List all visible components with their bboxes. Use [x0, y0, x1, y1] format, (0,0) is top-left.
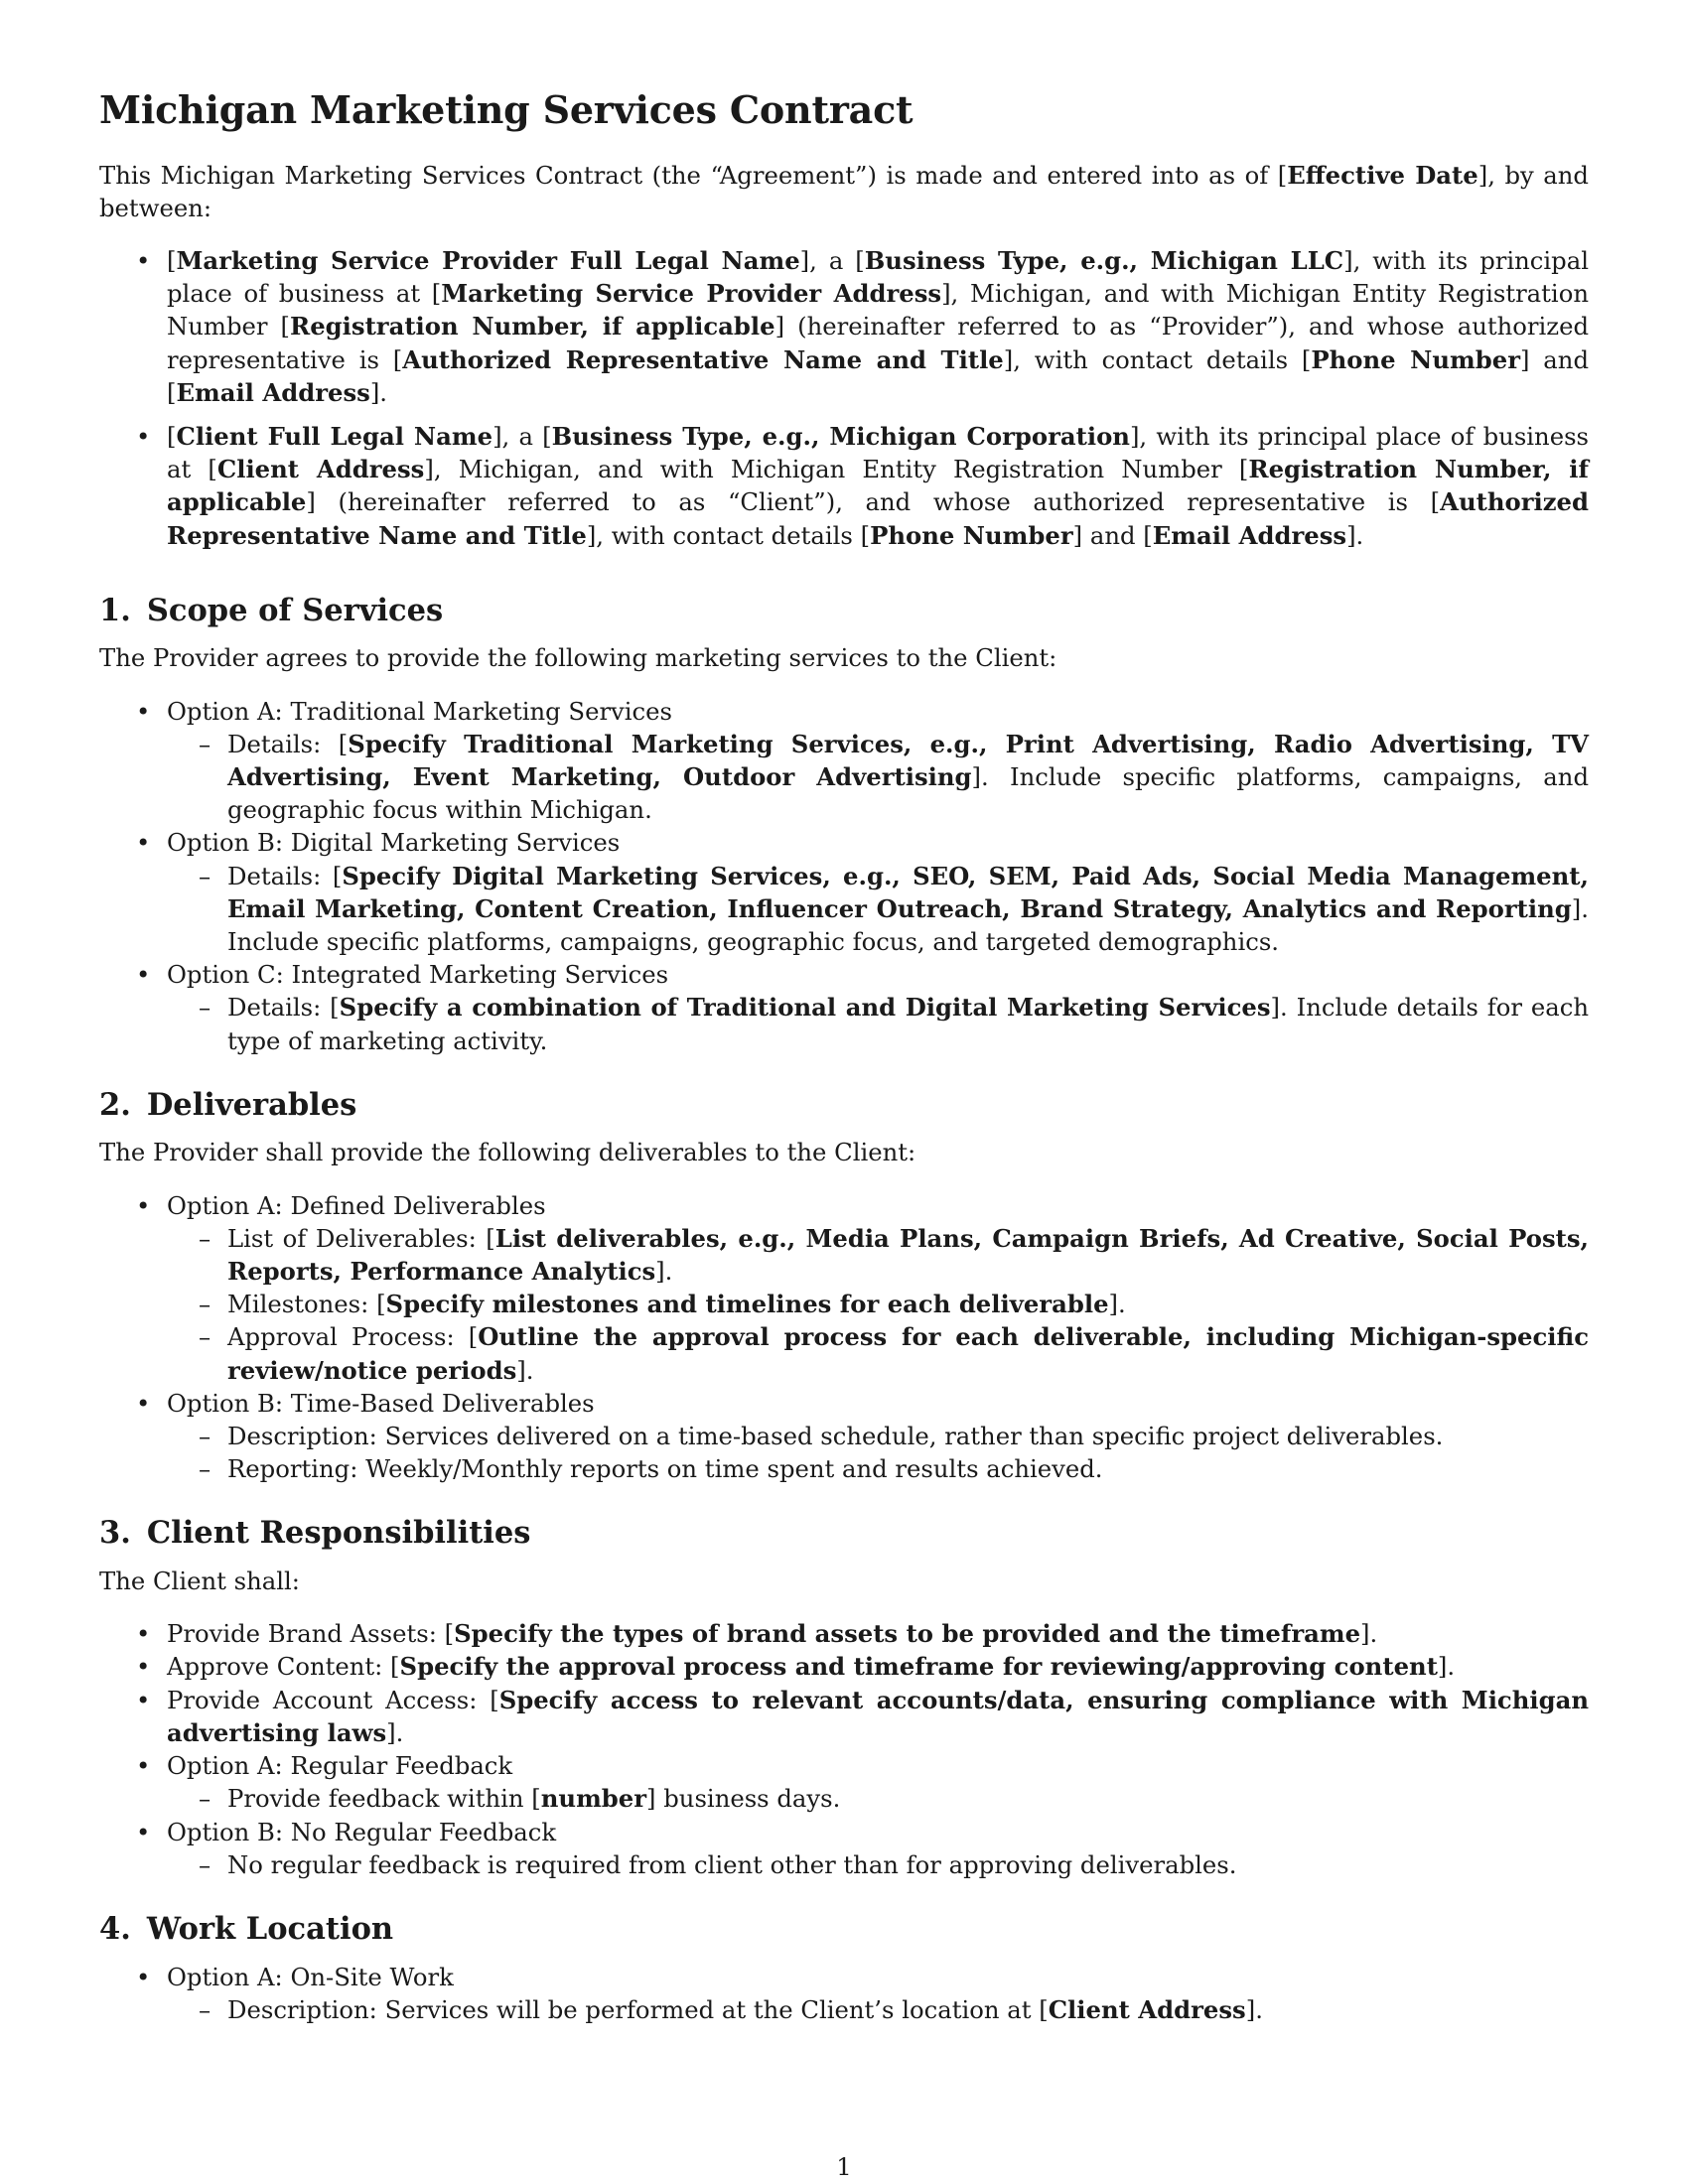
- section-intro: The Provider agrees to provide the following marketing services to the Client:: [99, 643, 1057, 673]
- list-item: • Provide Account Access: [Specify access to relevant accounts/data, ensuring compliance with Michigan advertising laws].: [99, 1684, 1589, 1749]
- list-item: – Details: [Specify Digital Marketing Services, e.g., SEO, SEM, Paid Ads, Social Media Management, Email Marketing, Content Creation, Influencer Outreach, Brand Strategy, Analytics and Reporting]. Include specific platforms, campaigns, geographic focus, and targeted demographics.: [167, 860, 1589, 959]
- document-page: [99, 87, 1589, 2026]
- client-party: • [Client Full Legal Name], a [Business Type, e.g., Michigan Corporation], with its principal place of business at [Client Address], Michigan, and with Michigan Entity Registration Number [Registration Number, if applicable] (hereinafter referred to as “Client”), and whose authorized representative is [Authorized Representative Name and Title], with contact details [Phone Number] and [Email Address].: [99, 420, 1589, 552]
- section-intro: The Client shall:: [99, 1567, 300, 1596]
- effective-date-placeholder: Effective Date: [1287, 160, 1478, 190]
- list-item: – Description: Services will be performed at the Client’s location at [Client Address].: [167, 1993, 1589, 2026]
- list-item: • Provide Brand Assets: [Specify the types of brand assets to be provided and the timeframe].: [99, 1617, 1589, 1650]
- section-intro: The Provider shall provide the following deliverables to the Client:: [99, 1138, 916, 1167]
- list-item: – Details: [Specify Traditional Marketing Services, e.g., Print Advertising, Radio Advertising, TV Advertising, Event Marketing, Outdoor Advertising]. Include specific platforms, campaigns, and geographic focus within Michigan.: [167, 728, 1589, 827]
- section-heading-work-location: 4. Work Location: [99, 1910, 394, 1947]
- list-item: – No regular feedback is required from client other than for approving deliverables.: [167, 1848, 1589, 1881]
- section-heading-scope: 1. Scope of Services: [99, 592, 444, 628]
- list-item: – List of Deliverables: [List deliverables, e.g., Media Plans, Campaign Briefs, Ad Creative, Social Posts, Reports, Performance Analytics].: [167, 1222, 1589, 1288]
- list-item: • Option B: Time-Based Deliverables – Description: Services delivered on a time-based schedule, rather than specific project deliverables. – Reporting: Weekly/Monthly reports on time spent and results achieved.: [99, 1387, 1589, 1486]
- work-location-list: [99, 1961, 1589, 2026]
- scope-options-list: [99, 695, 1589, 1057]
- client-responsibilities-list: [99, 1617, 1589, 1881]
- provider-party: • [Marketing Service Provider Full Legal Name], a [Business Type, e.g., Michigan LLC], with its principal place of business at [Marketing Service Provider Address], Michigan, and with Michigan Entity Registration Number [Registration Number, if applicable] (hereinafter referred to as “Provider”), and whose authorized representative is [Authorized Representative Name and Title], with contact details [Phone Number] and [Email Address].: [99, 244, 1589, 409]
- list-item: – Milestones: [Specify milestones and timelines for each deliverable].: [167, 1288, 1589, 1320]
- deliverables-list: [99, 1189, 1589, 1486]
- section-heading-deliverables: 2. Deliverables: [99, 1086, 357, 1123]
- list-item: • Option A: On-Site Work – Description: Services will be performed at the Client’s location at [Client Address].: [99, 1961, 1589, 2026]
- list-item: • Option B: No Regular Feedback – No regular feedback is required from client other than for approving deliverables.: [99, 1816, 1589, 1881]
- list-item: • Option C: Integrated Marketing Services – Details: [Specify a combination of Traditional and Digital Marketing Services]. Include details for each type of marketing activity.: [99, 958, 1589, 1057]
- intro-paragraph: This Michigan Marketing Services Contract (the “Agreement”) is made and entered into as of [Effective Date], by and between:: [99, 160, 1589, 222]
- page-number: 1: [836, 2152, 852, 2181]
- list-item: • Option A: Regular Feedback – Provide feedback within [number] business days.: [99, 1749, 1589, 1815]
- parties-list: [99, 244, 1589, 552]
- list-item: – Details: [Specify a combination of Traditional and Digital Marketing Services]. Include details for each type of marketing activity.: [167, 991, 1589, 1056]
- section-heading-client-responsibilities: 3. Client Responsibilities: [99, 1515, 531, 1552]
- list-item: • Approve Content: [Specify the approval process and timeframe for reviewing/approving content].: [99, 1650, 1589, 1683]
- list-item: – Provide feedback within [number] business days.: [167, 1782, 1589, 1815]
- list-item: • Option A: Defined Deliverables – List of Deliverables: [List deliverables, e.g., Media Plans, Campaign Briefs, Ad Creative, Social Posts, Reports, Performance Analytics]. – Milestones: [Specify milestones and timelines for each deliverable]. – Approval Process: [Outline the approval process for each deliverable, including Michigan-specific review/notice periods].: [99, 1189, 1589, 1387]
- list-item: – Description: Services delivered on a time-based schedule, rather than specific project deliverables.: [167, 1420, 1589, 1452]
- document-title: Michigan Marketing Services Contract: [99, 87, 914, 132]
- list-item: – Approval Process: [Outline the approval process for each deliverable, including Michigan-specific review/notice periods].: [167, 1320, 1589, 1386]
- list-item: • Option A: Traditional Marketing Services – Details: [Specify Traditional Marketing Services, e.g., Print Advertising, Radio Advertising, TV Advertising, Event Marketing, Outdoor Advertising]. Include specific platforms, campaigns, and geographic focus within Michigan.: [99, 695, 1589, 827]
- list-item: – Reporting: Weekly/Monthly reports on time spent and results achieved.: [167, 1452, 1589, 1485]
- list-item: • Option B: Digital Marketing Services – Details: [Specify Digital Marketing Services, e.g., SEO, SEM, Paid Ads, Social Media Management, Email Marketing, Content Creation, Influencer Outreach, Brand Strategy, Analytics and Reporting]. Include specific platforms, campaigns, geographic focus, and targeted demographics.: [99, 826, 1589, 958]
